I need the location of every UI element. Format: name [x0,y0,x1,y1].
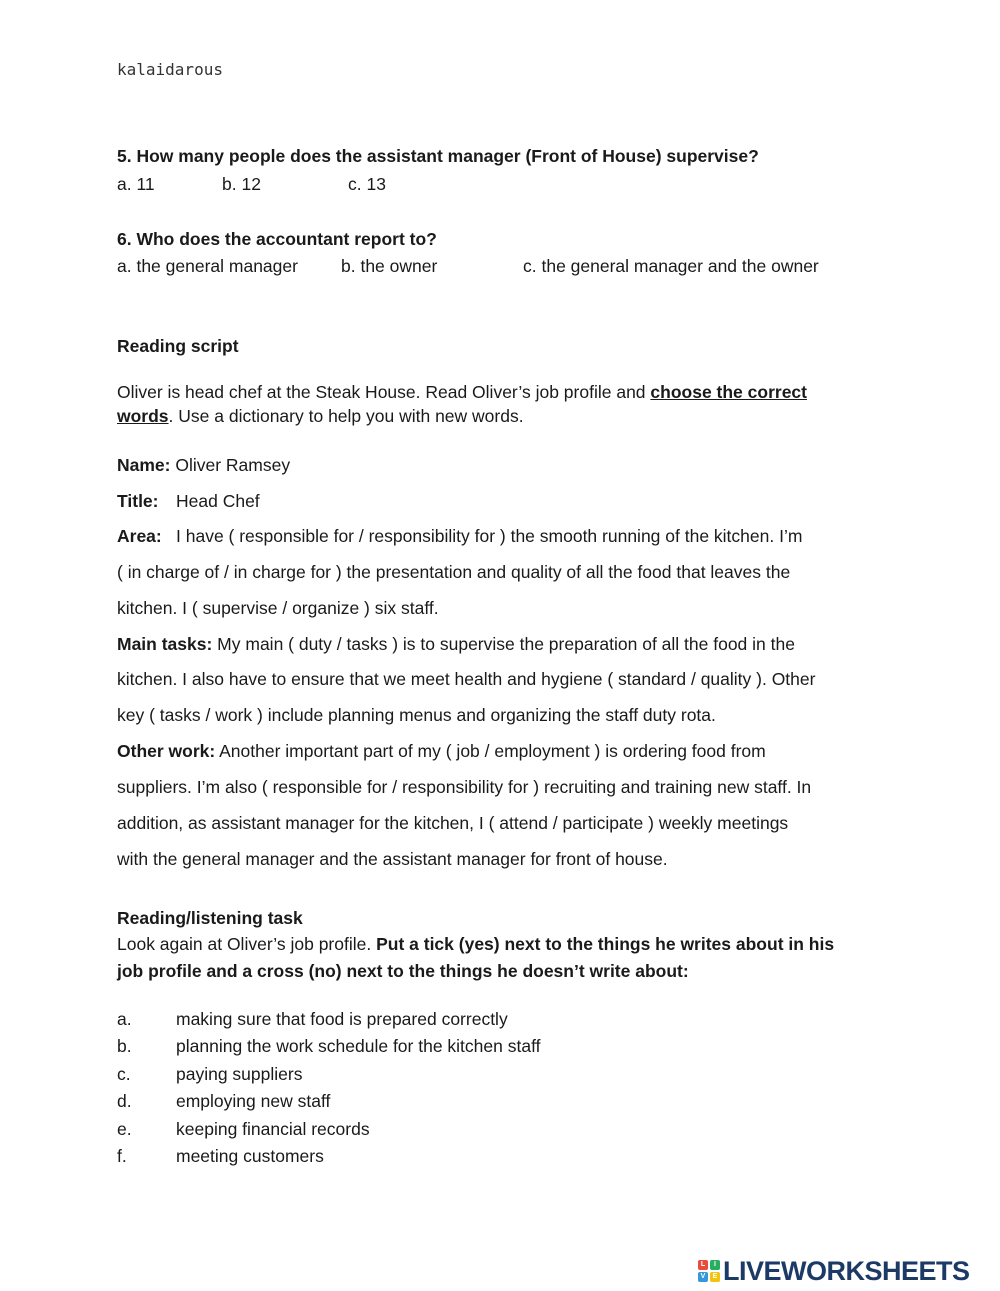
question-5-options [117,174,386,195]
title-label: Title: [117,491,159,511]
author-name: kalaidarous [117,60,223,79]
tasks-line-1 [117,634,795,655]
task-list-item[interactable] [117,1009,817,1033]
other-line-1 [117,741,766,762]
area-line-1 [117,526,802,547]
reading-script-heading: Reading script [117,336,239,356]
other-label: Other work: [117,741,216,761]
title-value: Head Chef [176,491,260,511]
q6-option-a[interactable]: a. the general manager [117,256,298,276]
liveworksheets-logo [698,1256,970,1286]
tasks-line-2[interactable]: kitchen. I also have to ensure that we meet health and hygiene ( standard / quality ). Other [117,669,816,689]
intro-text: Oliver is head chef at the Steak House. Read Oliver’s job profile and [117,382,651,402]
name-label: Name: [117,455,171,475]
name-value: Oliver Ramsey [170,455,291,475]
other-text-1[interactable]: Another important part of my ( job / employment ) is ordering food from [215,741,766,761]
question-6-options [117,256,819,277]
area-line-2[interactable]: ( in charge of / in charge for ) the presentation and quality of all the food that leaves the [117,562,791,582]
task-intro-bold-1: Put a tick (yes) next to the things he writes about in his [376,934,835,954]
task-item-letter: b. [117,1036,132,1057]
q5-option-b[interactable]: b. 12 [222,174,261,194]
task-item-letter: d. [117,1091,132,1112]
task-intro-plain: Look again at Oliver’s job profile. [117,934,377,954]
task-list-item[interactable] [117,1146,817,1170]
reading-script-intro-line-1 [117,382,807,403]
reading-script-intro-line-2 [117,406,524,427]
profile-name [117,455,290,476]
task-list-item[interactable] [117,1091,817,1115]
other-line-3[interactable]: addition, as assistant manager for the kitchen, I ( attend / participate ) weekly meetings [117,813,789,833]
task-item-text: making sure that food is prepared correctly [176,1009,508,1029]
task-list-item[interactable] [117,1064,817,1088]
task-list-item[interactable] [117,1036,817,1060]
task-item-text: employing new staff [176,1091,331,1112]
area-label: Area: [117,526,162,546]
task-item-letter: a. [117,1009,132,1029]
profile-title [117,491,260,512]
intro-text-2: . Use a dictionary to help you with new words. [168,406,524,426]
q6-option-b[interactable]: b. the owner [341,256,438,276]
question-6: 6. Who does the accountant report to? [117,229,437,249]
task-item-letter: e. [117,1118,132,1139]
q6-option-c[interactable]: c. the general manager and the owner [523,256,819,276]
q5-option-a[interactable]: a. 11 [117,174,155,194]
task-list-item[interactable] [117,1119,817,1143]
logo-icon: L I V E [698,1260,720,1282]
task-item-letter: c. [117,1063,131,1084]
tasks-label: Main tasks: [117,634,213,654]
task-item-letter: f. [117,1146,127,1166]
tasks-text-1[interactable]: My main ( duty / tasks ) is to supervise the preparation of all the food in the [212,634,795,654]
task-intro-line-1 [117,934,834,955]
intro-emphasis-1: choose the correct [650,382,807,402]
intro-emphasis-2: words [117,406,169,426]
area-text-1[interactable]: I have ( responsible for / responsibility for ) the smooth running of the kitchen. I’m [176,526,803,546]
q5-option-c[interactable]: c. 13 [348,174,386,194]
tasks-line-3[interactable]: key ( tasks / work ) include planning menus and organizing the staff duty rota. [117,705,716,725]
task-item-text: planning the work schedule for the kitchen staff [176,1036,541,1057]
area-line-3[interactable]: kitchen. I ( supervise / organize ) six staff. [117,598,439,618]
task-item-text: meeting customers [176,1146,324,1166]
other-line-2[interactable]: suppliers. I’m also ( responsible for / responsibility for ) recruiting and training new staff. In [117,777,812,797]
logo-text: LIVEWORKSHEETS [723,1255,970,1286]
task-heading: Reading/listening task [117,908,303,928]
question-5: 5. How many people does the assistant manager (Front of House) supervise? [117,146,759,166]
task-intro-line-2: job profile and a cross (no) next to the things he doesn’t write about: [117,961,689,981]
task-item-text: paying suppliers [176,1063,303,1084]
other-line-4: with the general manager and the assistant manager for front of house. [117,849,668,869]
task-item-text: keeping financial records [176,1118,370,1139]
